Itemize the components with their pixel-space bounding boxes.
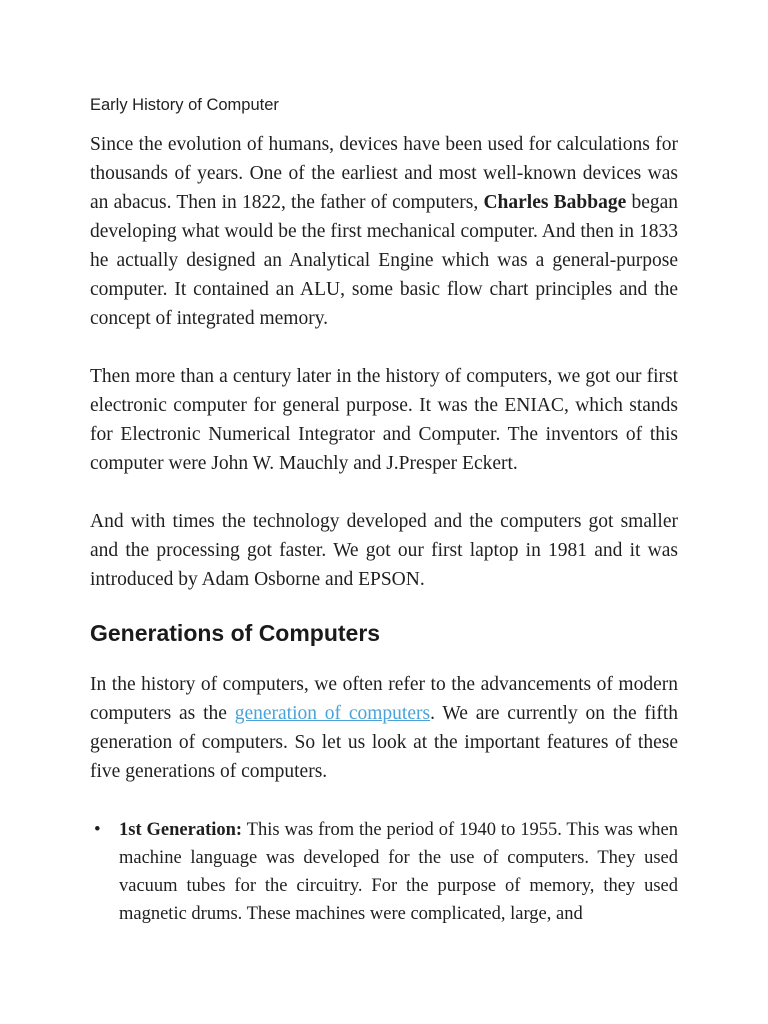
paragraph-text: Since the evolution of humans, devices have been used for calculations for thousands of years. One of the earliest and most well-known devices was an abacus. Then in 1822, the father of computers, bbox=[90, 134, 678, 213]
bold-name-babbage: Charles Babbage bbox=[483, 192, 627, 213]
bullet-icon: • bbox=[94, 819, 101, 840]
paragraph-generations-intro bbox=[90, 670, 678, 786]
generation-of-computers-link[interactable]: generation of computers bbox=[234, 703, 431, 724]
paragraph-laptop: And with times the technology developed and the computers got smaller and the processing got faster. We got our first laptop in 1981 and it was introduced by Adam Osborne and EPSON. bbox=[90, 511, 678, 590]
list-item-text bbox=[119, 816, 678, 928]
generations-list bbox=[90, 816, 678, 928]
section-heading-generations: Generations of Computers bbox=[90, 620, 381, 646]
list-item bbox=[90, 816, 678, 928]
list-item-title: 1st Generation: bbox=[119, 820, 243, 840]
paragraph-babbage bbox=[90, 130, 678, 333]
paragraph-eniac: Then more than a century later in the history of computers, we got our first electronic computer for general purpose. It was the ENIAC, which stands for Electronic Numerical Integrator and Computer. The inventors of this computer were John W. Mauchly and J.Presper Eckert. bbox=[90, 366, 678, 474]
paragraph-text: began developing what would be the first mechanical computer. And then in 1833 he actually designed an Analytical Engine which was a general-purpose computer. It contained an ALU, some basic flow chart principles and the concept of integrated memory. bbox=[90, 192, 679, 329]
paragraph-text: In the history of computers, we often refer to the advancements of modern computers as the bbox=[90, 674, 678, 724]
list-item-body: This was from the period of 1940 to 1955. This was when machine language was developed for the use of computers. They used vacuum tubes for the circuitry. For the purpose of memory, they used magnetic drums. These machines were complicated, large, and bbox=[119, 820, 678, 924]
section-heading-early-history: Early History of Computer bbox=[90, 96, 279, 114]
paragraph-text: . We are currently on the fifth generation of computers. So let us look at the important features of these five generations of computers. bbox=[90, 703, 678, 782]
